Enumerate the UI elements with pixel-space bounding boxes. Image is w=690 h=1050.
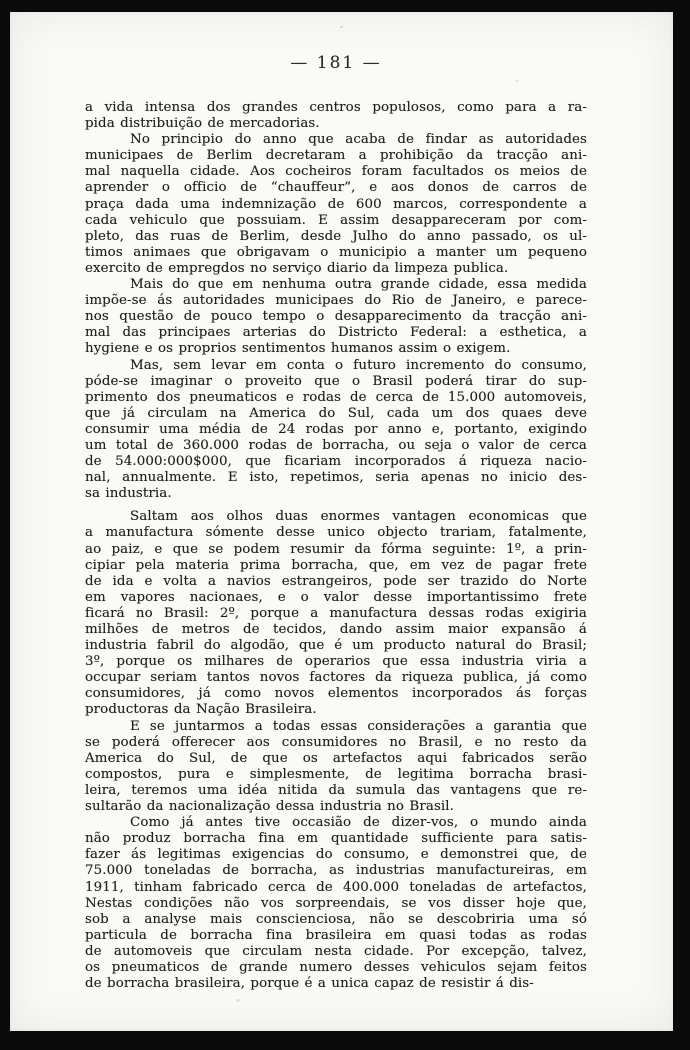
text-line: consumidores, já como novos elementos incorporados ás forças xyxy=(85,686,587,702)
text-line: a vida intensa dos grandes centros populosos, como para a ra- xyxy=(85,100,587,115)
text-line: consumir uma média de 24 rodas por anno e, portanto, exigindo xyxy=(85,421,587,437)
text-line: a manufactura sómente desse unico objecto trariam, fatalmente, xyxy=(85,525,587,541)
text-line: pida distribuição de mercadorias. xyxy=(85,116,320,132)
paragraph xyxy=(85,358,587,503)
text-line: que já circulam na America do Sul, cada um dos quaes deve xyxy=(85,405,587,421)
text-line: Mais do que em nenhuma outra grande cidade, essa medida xyxy=(130,277,587,293)
text-line: 3º, porque os milhares de operarios que essa industria viria a xyxy=(85,654,587,670)
text-line: ficará no Brasil: 2º, porque a manufactura dessas rodas exigiria xyxy=(85,605,587,621)
text-line: de ida e volta a navios estrangeiros, pode ser trazido do Norte xyxy=(85,573,587,589)
text-line: exercito de empregdos no serviço diario da limpeza publica. xyxy=(85,260,509,276)
paragraph xyxy=(85,132,587,277)
text-line: praça dada uma indemnização de 600 marcos, correspondente a xyxy=(85,196,587,212)
text-line: não produz borracha fina em quantidade sufficiente para satis- xyxy=(85,831,587,847)
text-line: mal das principaes arterias do Districto Federal: a esthetica, a xyxy=(85,325,587,341)
text-line: aprender o officio de “chauffeur”, e aos donos de carros de xyxy=(85,180,587,196)
scan-speck xyxy=(515,80,519,82)
text-line: primento dos pneumaticos e rodas de cerca de 15.000 automoveis, xyxy=(85,389,587,405)
text-block xyxy=(85,100,587,992)
paragraph xyxy=(85,719,587,816)
text-line: pleto, das ruas de Berlim, desde Julho do anno passado, os ul- xyxy=(85,228,587,244)
text-line: se poderá offerecer aos consumidores no Brasil, e no resto da xyxy=(85,734,587,750)
text-line: sa industria. xyxy=(85,486,172,502)
scan-speck xyxy=(558,637,561,640)
text-line: America do Sul, de que os artefactos aqui fabricados serão xyxy=(85,750,587,766)
text-line: um total de 360.000 rodas de borracha, ou seja o valor de cerca xyxy=(85,437,587,453)
text-line: hygiene e os proprios sentimentos humanos assim o exigem. xyxy=(85,341,511,357)
text-line: sob a analyse mais conscienciosa, não se descobriria uma só xyxy=(85,911,587,927)
text-line: milhões de metros de tecidos, dando assim maior expansão á xyxy=(85,622,587,637)
paragraph xyxy=(85,100,587,132)
text-line: impõe-se ás autoridades municipaes do Rio de Janeiro, e parece- xyxy=(85,293,587,309)
text-line: timos animaes que obrigavam o municipio a manter um pequeno xyxy=(85,244,587,260)
page-number: — 181 — xyxy=(290,53,382,73)
text-line: de 54.000:000$000, que ficariam incorporados á riqueza nacio- xyxy=(85,454,587,470)
text-line: póde-se imaginar o proveito que o Brasil poderá tirar do sup- xyxy=(85,373,587,389)
scan-speck xyxy=(236,999,240,1002)
text-line: Saltam aos olhos duas enormes vantagen economicas que xyxy=(130,509,587,525)
text-line: nal, annualmente. E isto, repetimos, seria apenas no inicio des- xyxy=(85,470,587,486)
text-line: nos questão de pouco tempo o desapparecimento da tracção ani- xyxy=(85,309,587,325)
paragraph xyxy=(85,815,587,992)
text-line: particula de borracha fina brasileira em quasi todas as rodas xyxy=(85,927,587,943)
text-line: Nestas condições não vos sorpreendais, se vos disser hoje que, xyxy=(85,895,587,911)
paragraph xyxy=(85,277,587,357)
text-line: ao paiz, e que se podem resumir da fórma seguinte: 1º, a prin- xyxy=(85,541,587,557)
text-line: 1911, tinham fabricado cerca de 400.000 toneladas de artefactos, xyxy=(85,879,587,895)
scanned-page xyxy=(10,12,673,1031)
text-line: Mas, sem levar em conta o futuro incremento do consumo, xyxy=(130,357,587,373)
text-line: leira, teremos uma idéa nitida da sumula das vantagens que re- xyxy=(85,782,587,798)
text-line: industria fabril do algodão, que é um producto natural do Brasil; xyxy=(85,638,587,654)
text-line: de borracha brasileira, porque é a unica capaz de resistir á dis- xyxy=(85,976,534,992)
text-line: de automoveis que circulam nesta cidade. Por excepção, talvez, xyxy=(85,943,587,959)
text-line: em vapores nacionaes, e o valor desse importantissimo frete xyxy=(85,589,587,605)
text-line: E se juntarmos a todas essas considerações a garantia que xyxy=(130,718,587,734)
text-line: occupar seriam tantos novos factores da riqueza publica, já como xyxy=(85,670,587,686)
scan-speck xyxy=(340,26,343,28)
text-line: 75.000 toneladas de borracha, as industrias manufactureiras, em xyxy=(85,863,587,879)
text-line: cipiar pela materia prima borracha, que, em vez de pagar frete xyxy=(85,557,587,573)
text-line: mal naquella cidade. Aos cocheiros foram facultados os meios de xyxy=(85,164,587,180)
text-line: Como já antes tive occasião de dizer-vos, o mundo ainda xyxy=(130,815,587,831)
text-line: sultarão da nacionalização dessa industria no Brasil. xyxy=(85,799,455,815)
text-line: cada vehiculo que possuiam. E assim desappareceram por com- xyxy=(85,212,587,228)
paragraph xyxy=(85,509,587,718)
text-line: No principio do anno que acaba de findar as autoridades xyxy=(130,132,587,148)
text-line: fazer ás legitimas exigencias do consumo, e demonstrei que, de xyxy=(85,847,587,863)
text-line: productoras da Nação Brasileira. xyxy=(85,702,317,718)
text-line: compostos, pura e simplesmente, de legitima borracha brasi- xyxy=(85,766,587,782)
text-line: municipaes de Berlim decretaram a prohibição da tracção ani- xyxy=(85,148,587,164)
text-line: os pneumaticos de grande numero desses vehiculos sejam feitos xyxy=(85,959,587,975)
